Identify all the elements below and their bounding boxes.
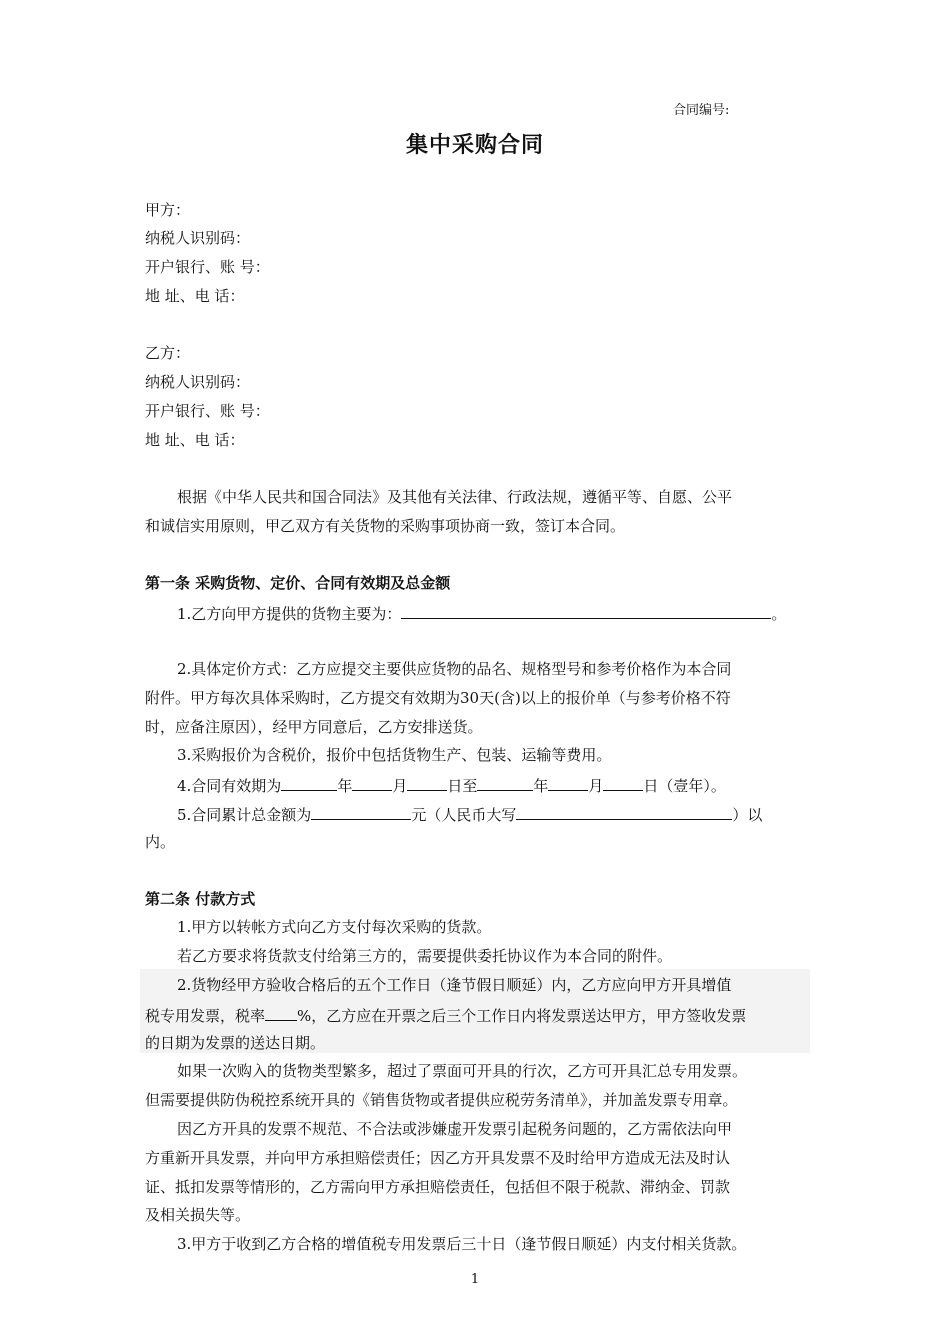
goods-blank xyxy=(401,602,771,619)
article-2-para-5-line-3: 证、抵扣发票等情形的，乙方需向甲方承担赔偿责任，包括但不限于税款、滞纳金、罚款 xyxy=(145,1178,731,1196)
item-1-end: 。 xyxy=(771,605,787,623)
total-suffix: ）以 xyxy=(732,806,763,824)
amount-words-blank xyxy=(516,803,732,820)
party-b-label: 乙方： xyxy=(145,344,191,362)
page-number: 1 xyxy=(470,1272,480,1287)
day-to-label: 日至 xyxy=(447,777,478,795)
article-2-para-5-line-2: 方重新开具发票，并向甲方承担赔偿责任；因乙方开具发票不及时给甲方造成无法及时认 xyxy=(145,1149,731,1167)
article-1-item-2-line-2: 附件。甲方每次具体采购时，乙方提交有效期为30天(含)以上的报价单（与参考价格不符 xyxy=(145,689,731,707)
end-year-blank xyxy=(477,774,533,791)
party-a-tax-id: 纳税人识别码： xyxy=(145,229,251,247)
article-2-para-3-line-3: 的日期为发票的送达日期。 xyxy=(145,1034,326,1052)
item-1-text: 1.乙方向甲方提供的货物主要为： xyxy=(177,605,402,623)
start-day-blank xyxy=(407,774,447,791)
document-title: 集中采购合同 xyxy=(405,133,544,158)
article-2-para-4-line-2: 但需要提供防伪税控系统开具的《销售货物或者提供应税劳务清单》，并加盖发票专用章。 xyxy=(145,1091,738,1109)
month-label-2: 月 xyxy=(588,777,604,795)
article-1-item-2-line-3: 时，应备注原因），经甲方同意后，乙方安排送货。 xyxy=(145,718,483,736)
party-a-bank: 开户银行、账 号： xyxy=(145,258,270,276)
article-2-heading: 第二条 付款方式 xyxy=(145,890,256,908)
month-label: 月 xyxy=(392,777,408,795)
end-day-blank xyxy=(603,774,643,791)
tax-rate-text: 税专用发票，税率 xyxy=(145,1007,266,1025)
article-1-item-5-line-2: 内。 xyxy=(145,833,176,851)
total-prefix: 5.合同累计总金额为 xyxy=(177,806,312,824)
start-year-blank xyxy=(281,774,337,791)
article-2-para-5-line-4: 及相关损失等。 xyxy=(145,1206,251,1224)
party-a-label: 甲方： xyxy=(145,201,191,219)
party-b-address: 地 址、电 话： xyxy=(145,431,245,449)
article-1-heading: 第一条 采购货物、定价、合同有效期及总金额 xyxy=(145,574,451,592)
party-b-tax-id: 纳税人识别码： xyxy=(145,373,251,391)
article-2-para-3-line-1: 2.货物经甲方验收合格后的五个工作日（逢节假日顺延）内，乙方应向甲方开具增值 xyxy=(177,976,732,994)
article-2-para-3-line-2 xyxy=(145,1004,746,1026)
preamble-line-1: 根据《中华人民共和国合同法》及其他有关法律、行政法规，遵循平等、自愿、公平 xyxy=(177,488,733,506)
end-month-blank xyxy=(548,774,588,791)
tax-rate-rest: %，乙方应在开票之后三个工作日内将发票送达甲方，甲方签收发票 xyxy=(297,1007,747,1025)
contract-number-label: 合同编号: xyxy=(673,103,730,118)
party-a-address: 地 址、电 话： xyxy=(145,287,245,305)
amount-blank xyxy=(311,803,411,820)
validity-prefix: 4.合同有效期为 xyxy=(177,777,282,795)
article-2-para-4-line-1: 如果一次购入的货物类型繁多，超过了票面可开具的行次，乙方可开具汇总专用发票。 xyxy=(177,1062,748,1080)
tax-rate-blank xyxy=(265,1004,297,1021)
article-1-item-3: 3.采购报价为含税价，报价中包括货物生产、包装、运输等费用。 xyxy=(177,746,612,764)
total-mid: 元（人民币大写 xyxy=(411,806,517,824)
article-2-para-5-line-1: 因乙方开具的发票不规范、不合法或涉嫌虚开发票引起税务问题的，乙方需依法向甲 xyxy=(177,1120,733,1138)
article-2-para-6: 3.甲方于收到乙方合格的增值税专用发票后三十日（逢节假日顺延）内支付相关货款。 xyxy=(177,1235,747,1253)
preamble-line-2: 和诚信实用原则，甲乙双方有关货物的采购事项协商一致，签订本合同。 xyxy=(145,517,626,535)
article-1-item-5 xyxy=(177,803,762,825)
start-month-blank xyxy=(352,774,392,791)
article-1-item-2-line-1: 2.具体定价方式：乙方应提交主要供应货物的品名、规格型号和参考价格作为本合同 xyxy=(177,660,732,678)
year-label: 年 xyxy=(337,777,353,795)
day-label-2: 日（壹年）。 xyxy=(643,777,726,795)
article-1-item-4 xyxy=(177,774,726,796)
article-2-para-2: 若乙方要求将货款支付给第三方的，需要提供委托协议作为本合同的附件。 xyxy=(177,947,673,965)
party-b-bank: 开户银行、账 号： xyxy=(145,402,270,420)
year-label-2: 年 xyxy=(533,777,549,795)
article-1-item-1 xyxy=(177,602,786,624)
article-2-para-1: 1.甲方以转帐方式向乙方支付每次采购的货款。 xyxy=(177,918,492,936)
